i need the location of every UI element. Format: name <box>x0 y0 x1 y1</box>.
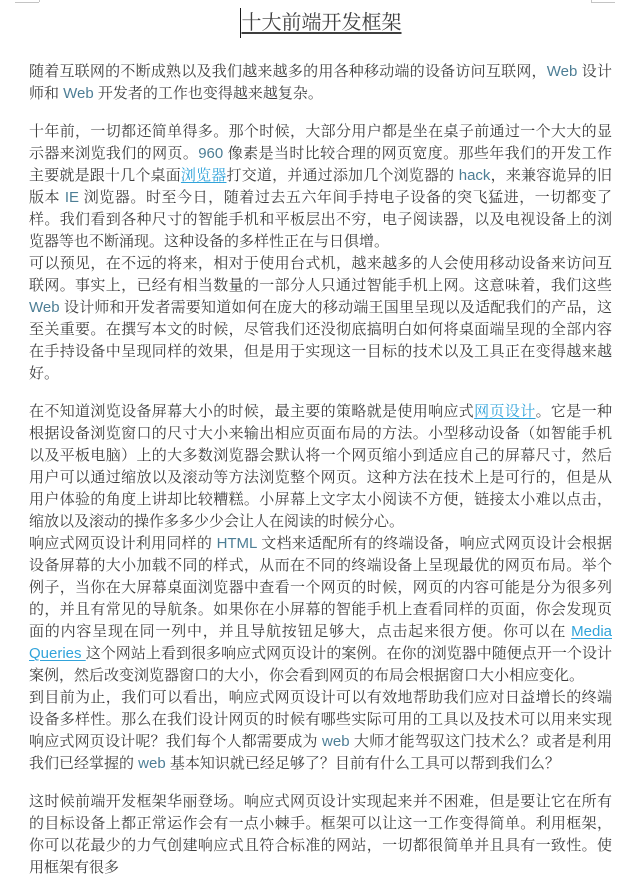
text-block <box>29 121 612 385</box>
text-run: 到目前为止，我们可以看出，响应式网页设计可以有效地帮助我们应对日益增长的终端设备多样性。那么在我们设计网页的时候有哪些实际可用的工具以及技术可以用来实现响应式网页设计呢？我们每个人都需要成为 <box>29 689 612 750</box>
latin-text: 960 <box>198 145 224 162</box>
text-run: 浏览器。时至今日，随着过去五六年间手持电子设备的突飞猛进，一切都变了样。我们看到各种尺寸的智能手机和平板层出不穷，电子阅读器，以及电视设备上的浏览器等也不断涌现。这种设备的多样性正在与日俱增。 <box>29 189 612 250</box>
text-run: 这个网站上看到很多响应式网页设计的案例。在你的浏览器中随便点开一个设计案例，然后改变浏览器窗口的大小，你会看到网页的布局会根据窗口大小相应变化。 <box>29 645 612 684</box>
text-run: 设计师和 <box>29 63 612 102</box>
text-run: 这时候前端开发框架华丽登场。响应式网页设计实现起来并不困难，但是要让它在所有的目标设备上都正常运作会有一点小棘手。框架可以让这一工作变得简单。利用框架，你可以花最少的力气创建响应式且符合标准的网站，一切都很简单并且具有一致性。使用框架有很多 <box>29 793 612 876</box>
latin-text: web <box>138 755 166 772</box>
crop-mark-horizontal <box>15 2 39 3</box>
text-run: 十年前，一切都还简单得多。那个时候，大部分用户都是坐在桌子前通过一个大大的显示器来浏览我们的网页。 <box>29 123 612 162</box>
paragraph <box>29 533 612 687</box>
text-run: 设计师和开发者需要知道如何在庞大的移动端王国里呈现以及适配我们的产品，这至关重要。在撰写本文的时候，尽管我们还没彻底搞明白如何将桌面端呈现的全部内容在手持设备中呈现同样的效果，但是用于实现这一目标的技术以及工具正在变得越来越好。 <box>29 299 612 382</box>
crop-mark-top-left <box>15 0 40 4</box>
paragraph <box>29 253 612 385</box>
text-block <box>29 401 612 775</box>
link-media-queries[interactable]: Media Queries <box>29 623 612 662</box>
crop-mark-vertical <box>39 0 40 2</box>
text-block <box>29 61 612 105</box>
article-body <box>29 6 612 879</box>
document-title-text: 十大前端开发框架 <box>241 12 402 34</box>
paragraph <box>29 401 612 533</box>
document-title <box>29 6 612 40</box>
text-run: 基本知识就已经足够了？目前有什么工具可以帮到我们么？ <box>165 755 560 772</box>
text-run: ，来兼容诡异的旧版本 <box>29 167 612 206</box>
paragraph <box>29 61 612 105</box>
text-run: 。它是一种根据设备浏览窗口的尺寸大小来输出相应页面布局的方法。小型移动设备（如智能手机以及平板电脑）上的大多数浏览器会默认将一个网页缩小到适应自己的屏幕尺寸，然后用户可以通过缩放以及滚动等方法浏览整个网页。这种方法在技术上是可行的，但是从用户体验的角度上讲却比较糟糕。小屏幕上文字太小阅读不方便，链接太小难以点击，缩放以及滚动的操作多多少少会让人在阅读的时候分心。 <box>29 403 612 530</box>
link-browser[interactable]: 浏览器 <box>180 167 227 184</box>
text-run: 随着互联网的不断成熟以及我们越来越多的用各种移动端的设备访问互联网， <box>29 63 547 80</box>
latin-text: Web <box>546 63 578 80</box>
crop-mark-top-right <box>591 0 616 4</box>
text-run: 打交道，并通过添加几个浏览器的 <box>226 167 459 184</box>
text-run: 开发者的工作也变得越来越复杂。 <box>93 85 323 102</box>
text-run: 像素是当时比较合理的网页宽度。那些年我们的开发工作主要就是跟十几个桌面 <box>29 145 612 184</box>
text-run: 文档来适配所有的终端设备，响应式网页设计会根据设备屏幕的大小加载不同的样式，从而在不同的终端设备上呈现最优的网页布局。举个例子，当你在大屏幕桌面浏览器中查看一个网页的时候，网页的内容可能是分为很多列的，并且有常见的导航条。如果你在小屏幕的智能手机上查看同样的页面，你会发现页面的内容呈现在同一列中，并且导航按钮足够大，点击起来很方便。你可以在 <box>29 535 613 640</box>
link-web-design[interactable]: 网页设计 <box>474 403 536 420</box>
crop-mark-horizontal <box>591 2 615 3</box>
latin-text: hack <box>458 167 491 184</box>
crop-mark-vertical <box>591 0 592 2</box>
text-block <box>29 791 612 879</box>
text-run: 响应式网页设计利用同样的 <box>29 535 217 552</box>
latin-text: Web <box>63 85 94 102</box>
article-blocks <box>29 61 612 879</box>
paragraph <box>29 687 612 775</box>
latin-text: IE <box>64 189 80 206</box>
paragraph <box>29 791 612 879</box>
text-run: 在不知道浏览设备屏幕大小的时候，最主要的策略就是使用响应式 <box>29 403 475 420</box>
text-run: 大师才能驾驭这门技术么？或者是利用我们已经掌握的 <box>29 733 613 772</box>
text-run: 可以预见，在不远的将来，相对于使用台式机，越来越多的人会使用移动设备来访问互联网。事实上，已经有相当数量的一部分人只通过智能手机上网。这意味着，我们这些 <box>29 255 612 294</box>
latin-text: web <box>322 733 350 750</box>
latin-text: HTML <box>216 535 257 552</box>
paragraph <box>29 121 612 253</box>
latin-text: Web <box>29 299 60 316</box>
text-cursor <box>240 8 241 38</box>
